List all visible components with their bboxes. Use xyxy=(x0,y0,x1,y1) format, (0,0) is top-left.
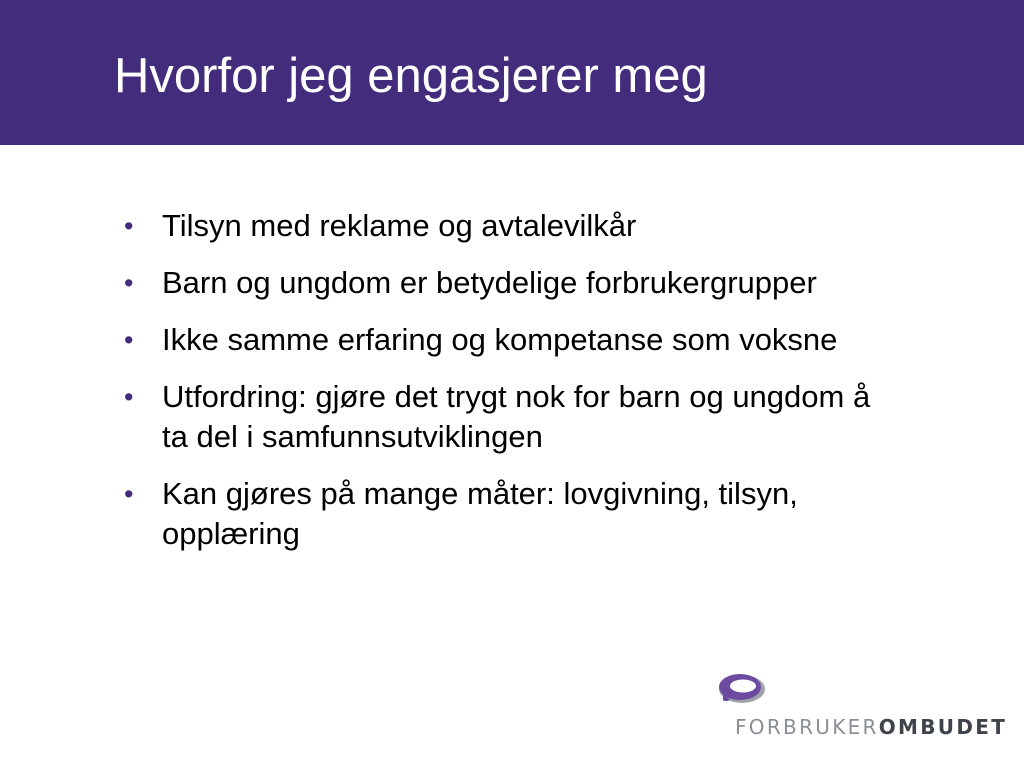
bullet-text: Barn og ungdom er betydelige forbrukergrupper xyxy=(162,265,817,300)
logo-text-forbruker: FORBRUKER xyxy=(735,715,879,739)
bullet-marker: • xyxy=(124,325,134,355)
bullet-item xyxy=(122,320,882,360)
bullet-text: Utfordring: gjøre det trygt nok for barn og ungdom å ta del i samfunnsutviklingen xyxy=(162,379,871,454)
slide-title: Hvorfor jeg engasjerer meg xyxy=(114,49,708,103)
logo-wordmark xyxy=(735,715,1007,739)
bullet-item xyxy=(122,206,882,246)
bullet-text: Tilsyn med reklame og avtalevilkår xyxy=(162,208,637,243)
bullet-item xyxy=(122,263,882,303)
bullet-text: Kan gjøres på mange måter: lovgivning, tilsyn, opplæring xyxy=(162,476,798,551)
bullet-item xyxy=(122,474,882,554)
title-band xyxy=(0,0,1024,145)
bullet-marker: • xyxy=(124,268,134,298)
bullet-marker: • xyxy=(124,382,134,412)
speech-bubble-logo-icon xyxy=(716,670,772,710)
bullet-item xyxy=(122,377,882,457)
bullet-marker: • xyxy=(124,211,134,241)
forbrukerombudet-logo xyxy=(716,670,1008,740)
bullet-marker: • xyxy=(124,479,134,509)
bullet-text: Ikke samme erfaring og kompetanse som voksne xyxy=(162,322,838,357)
bullet-list xyxy=(122,206,882,571)
logo-text-ombudet: OMBUDET xyxy=(878,715,1008,739)
